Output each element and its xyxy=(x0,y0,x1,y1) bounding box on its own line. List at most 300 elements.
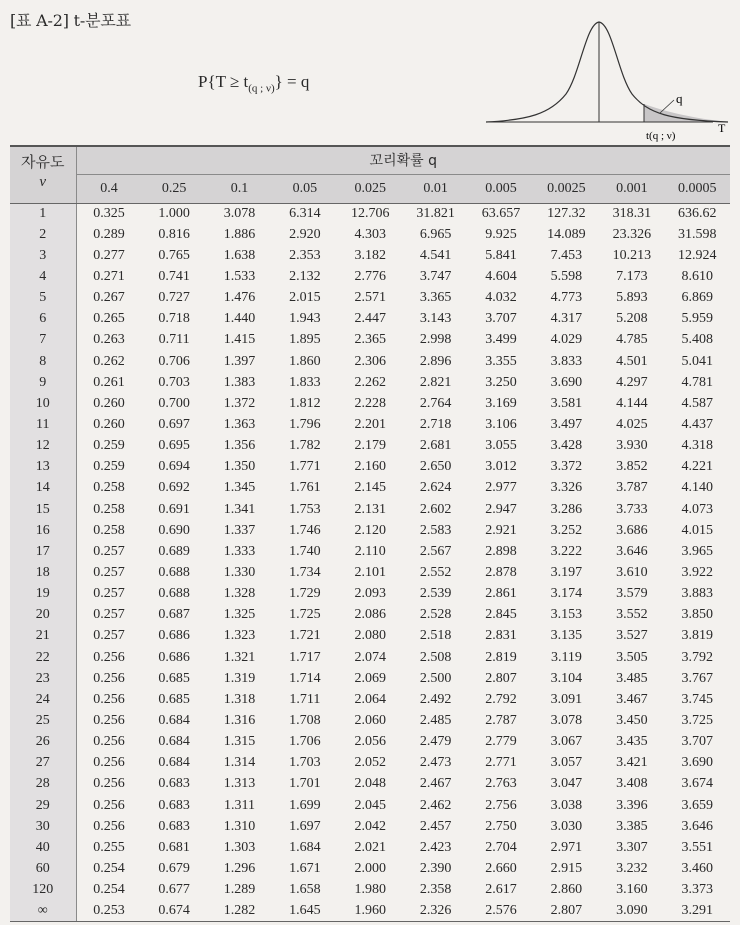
value-cell: 2.056 xyxy=(354,734,386,750)
value-cell: 3.646 xyxy=(681,818,714,834)
value-cell: 0.258 xyxy=(93,501,125,517)
dof-cell: 8 xyxy=(10,351,76,372)
table-row xyxy=(10,710,730,731)
dof-cell: 20 xyxy=(10,605,76,626)
table-row xyxy=(10,562,730,583)
table-row xyxy=(10,330,730,351)
value-cell: 2.110 xyxy=(354,543,386,559)
value-cell: 3.965 xyxy=(681,543,714,559)
value-cell: 2.821 xyxy=(419,374,452,390)
value-cell: 1.533 xyxy=(223,268,256,284)
value-cell: 7.173 xyxy=(616,268,648,284)
value-cell: 5.959 xyxy=(681,311,714,327)
dof-cell: 60 xyxy=(10,858,76,879)
value-cell: 0.253 xyxy=(76,901,141,922)
value-cell: 2.201 xyxy=(354,416,386,432)
value-cell: 4.785 xyxy=(616,332,648,348)
dof-cell: 13 xyxy=(10,457,76,478)
value-cell: 0.256 xyxy=(93,712,125,728)
value-cell: 1.323 xyxy=(223,628,256,644)
value-cell: 2.473 xyxy=(419,755,452,771)
value-cell: 3.250 xyxy=(485,374,517,390)
dof-cell: 23 xyxy=(10,668,76,689)
value-cell: 3.153 xyxy=(550,607,583,623)
value-cell: 2.819 xyxy=(485,649,517,665)
dof-cell: 24 xyxy=(10,689,76,710)
value-cell: 1.734 xyxy=(289,564,321,580)
value-cell: 0.271 xyxy=(93,268,125,284)
value-cell: 1.638 xyxy=(223,247,256,263)
value-cell: 3.467 xyxy=(616,691,648,707)
value-cell: 0.254 xyxy=(93,882,125,898)
value-cell: 3.707 xyxy=(681,734,714,750)
value-cell: 2.807 xyxy=(534,901,599,922)
value-cell: 1.740 xyxy=(289,543,321,559)
value-cell: 2.528 xyxy=(419,607,452,623)
value-cell: 1.296 xyxy=(223,860,256,876)
value-cell: 2.787 xyxy=(485,712,517,728)
value-cell: 0.277 xyxy=(93,247,125,263)
value-cell: 1.313 xyxy=(223,776,256,792)
value-cell: 3.078 xyxy=(223,205,256,221)
value-cell: 0.684 xyxy=(158,734,190,750)
value-cell: 3.169 xyxy=(485,395,517,411)
value-cell: 10.213 xyxy=(612,247,652,263)
value-cell: 1.708 xyxy=(289,712,321,728)
value-cell: 3.372 xyxy=(550,459,583,475)
dof-cell: 7 xyxy=(10,330,76,351)
value-cell: 4.501 xyxy=(616,353,648,369)
value-cell: 0.257 xyxy=(93,628,125,644)
value-cell: 3.787 xyxy=(616,480,648,496)
value-cell: 3.686 xyxy=(616,522,648,538)
value-cell: 0.256 xyxy=(93,755,125,771)
value-cell: 0.259 xyxy=(93,438,125,454)
value-cell: 5.841 xyxy=(485,247,517,263)
dof-cell: 30 xyxy=(10,816,76,837)
dof-cell: 4 xyxy=(10,266,76,287)
value-cell: 2.045 xyxy=(354,797,386,813)
value-cell: 636.62 xyxy=(678,205,717,221)
dof-cell: 10 xyxy=(10,393,76,414)
dof-cell: 19 xyxy=(10,584,76,605)
table-row xyxy=(10,541,730,562)
table-row xyxy=(10,901,730,922)
value-cell: 2.861 xyxy=(485,586,517,602)
value-cell: 7.453 xyxy=(550,247,583,263)
value-cell: 3.499 xyxy=(485,332,517,348)
table-row xyxy=(10,457,730,478)
value-cell: 1.699 xyxy=(289,797,321,813)
column-header: 0.001 xyxy=(599,174,664,203)
value-cell: 2.583 xyxy=(419,522,452,538)
value-cell: 2.539 xyxy=(419,586,452,602)
value-cell: 2.132 xyxy=(289,268,321,284)
value-cell: 0.262 xyxy=(93,353,125,369)
value-cell: 0.257 xyxy=(93,607,125,623)
value-cell: 1.310 xyxy=(223,818,256,834)
value-cell: 2.860 xyxy=(550,882,583,898)
value-cell: 14.089 xyxy=(547,226,586,242)
value-cell: 1.440 xyxy=(223,311,256,327)
value-cell: 0.259 xyxy=(93,459,125,475)
value-cell: 3.396 xyxy=(616,797,648,813)
value-cell: 0.256 xyxy=(93,734,125,750)
value-cell: 3.408 xyxy=(616,776,648,792)
formula-suffix: } = q xyxy=(274,72,310,91)
value-cell: 1.684 xyxy=(289,839,321,855)
value-cell: 3.767 xyxy=(681,670,714,686)
value-cell: 0.681 xyxy=(158,839,190,855)
value-cell: 2.423 xyxy=(419,839,452,855)
value-cell: 2.998 xyxy=(419,332,452,348)
value-cell: 12.706 xyxy=(351,205,390,221)
value-cell: 3.745 xyxy=(681,691,714,707)
value-cell: 5.041 xyxy=(681,353,714,369)
value-cell: 0.694 xyxy=(158,459,190,475)
value-cell: 2.898 xyxy=(485,543,517,559)
value-cell: 1.318 xyxy=(223,691,256,707)
value-cell: 3.551 xyxy=(681,839,714,855)
value-cell: 3.355 xyxy=(485,353,517,369)
value-cell: 1.706 xyxy=(289,734,321,750)
value-cell: 0.703 xyxy=(158,374,190,390)
value-cell: 3.055 xyxy=(485,438,517,454)
dof-cell: 11 xyxy=(10,414,76,435)
value-cell: 3.067 xyxy=(550,734,583,750)
value-cell: 1.771 xyxy=(289,459,321,475)
value-cell: 0.258 xyxy=(93,480,125,496)
value-cell: 3.579 xyxy=(616,586,648,602)
value-cell: 1.397 xyxy=(223,353,256,369)
value-cell: 0.256 xyxy=(93,691,125,707)
value-cell: 2.571 xyxy=(354,290,386,306)
value-cell: 4.073 xyxy=(681,501,714,517)
value-cell: 0.700 xyxy=(158,395,190,411)
value-cell: 1.345 xyxy=(223,480,256,496)
value-cell: 2.947 xyxy=(485,501,517,517)
table-row xyxy=(10,224,730,245)
value-cell: 5.893 xyxy=(616,290,648,306)
dof-cell: 27 xyxy=(10,753,76,774)
value-cell: 3.222 xyxy=(550,543,583,559)
value-cell: 0.684 xyxy=(158,755,190,771)
density-curve xyxy=(486,22,728,122)
value-cell: 0.258 xyxy=(93,522,125,538)
value-cell: 0.692 xyxy=(158,480,190,496)
value-cell: 2.306 xyxy=(354,353,386,369)
value-cell: 1.341 xyxy=(223,501,256,517)
value-cell: 31.821 xyxy=(416,205,455,221)
value-cell: 2.042 xyxy=(354,818,386,834)
value-cell: 2.074 xyxy=(354,649,386,665)
value-cell: 1.746 xyxy=(289,522,321,538)
value-cell: 1.886 xyxy=(223,226,256,242)
value-cell: 1.711 xyxy=(289,691,321,707)
table-row xyxy=(10,288,730,309)
value-cell: 0.697 xyxy=(158,416,190,432)
dof-cell: 3 xyxy=(10,245,76,266)
dof-cell: 120 xyxy=(10,880,76,901)
formula-subscript: (q ; ν) xyxy=(248,82,275,95)
value-cell: 2.457 xyxy=(419,818,452,834)
value-cell: 3.610 xyxy=(616,564,648,580)
dof-cell: 29 xyxy=(10,795,76,816)
column-header: 0.05 xyxy=(272,174,337,203)
value-cell: 0.684 xyxy=(158,712,190,728)
value-cell: 2.048 xyxy=(354,776,386,792)
value-cell: 2.681 xyxy=(419,438,452,454)
value-cell: 3.747 xyxy=(419,268,452,284)
table-row xyxy=(10,647,730,668)
value-cell: 3.707 xyxy=(485,311,517,327)
value-cell: 1.328 xyxy=(223,586,256,602)
value-cell: 0.263 xyxy=(93,332,125,348)
dof-cell: 18 xyxy=(10,562,76,583)
formula-prefix: P{T ≥ t xyxy=(198,72,249,91)
value-cell: 4.318 xyxy=(681,438,714,454)
value-cell: 2.500 xyxy=(419,670,452,686)
value-cell: 0.325 xyxy=(93,205,125,221)
value-cell: 1.321 xyxy=(223,649,256,665)
value-cell: 4.781 xyxy=(681,374,714,390)
value-cell: 3.104 xyxy=(550,670,583,686)
value-cell: 3.674 xyxy=(681,776,714,792)
value-cell: 3.307 xyxy=(616,839,648,855)
value-cell: 1.833 xyxy=(289,374,321,390)
value-cell: 0.257 xyxy=(93,586,125,602)
value-cell: 4.029 xyxy=(550,332,583,348)
value-cell: 3.174 xyxy=(550,586,583,602)
value-cell: 1.703 xyxy=(289,755,321,771)
value-cell: 3.581 xyxy=(550,395,583,411)
value-cell: 4.773 xyxy=(550,290,583,306)
value-cell: 4.541 xyxy=(419,247,452,263)
value-cell: 0.685 xyxy=(158,670,190,686)
value-cell: 2.064 xyxy=(354,691,386,707)
value-cell: 2.617 xyxy=(485,882,517,898)
value-cell: 2.650 xyxy=(419,459,452,475)
value-cell: 2.326 xyxy=(403,901,468,922)
column-header: 0.25 xyxy=(141,174,206,203)
value-cell: 1.333 xyxy=(223,543,256,559)
value-cell: 2.518 xyxy=(419,628,452,644)
value-cell: 2.262 xyxy=(354,374,386,390)
value-cell: 0.816 xyxy=(158,226,190,242)
value-cell: 3.646 xyxy=(616,543,648,559)
value-cell: 3.690 xyxy=(681,755,714,771)
dof-cell: 6 xyxy=(10,309,76,330)
value-cell: 2.567 xyxy=(419,543,452,559)
value-cell: 1.363 xyxy=(223,416,256,432)
axis-label: T xyxy=(718,121,726,135)
dof-cell: 40 xyxy=(10,837,76,858)
value-cell: 2.160 xyxy=(354,459,386,475)
table-row xyxy=(10,520,730,541)
value-cell: 0.256 xyxy=(93,670,125,686)
value-cell: 1.356 xyxy=(223,438,256,454)
value-cell: 0.741 xyxy=(158,268,190,284)
value-cell: 1.717 xyxy=(289,649,321,665)
value-cell: 2.896 xyxy=(419,353,452,369)
value-cell: 5.598 xyxy=(550,268,583,284)
value-cell: 0.683 xyxy=(158,797,190,813)
value-cell: 3.091 xyxy=(550,691,583,707)
value-cell: 3.182 xyxy=(354,247,386,263)
value-cell: 9.925 xyxy=(485,226,517,242)
value-cell: 2.718 xyxy=(419,416,452,432)
value-cell: 4.303 xyxy=(354,226,386,242)
value-cell: 0.691 xyxy=(158,501,190,517)
t-distribution-figure xyxy=(478,4,740,144)
value-cell: 3.078 xyxy=(550,712,583,728)
dof-cell: 14 xyxy=(10,478,76,499)
value-cell: 63.657 xyxy=(481,205,521,221)
value-cell: 2.060 xyxy=(354,712,386,728)
column-header: 0.025 xyxy=(338,174,403,203)
value-cell: 2.101 xyxy=(354,564,386,580)
table-row xyxy=(10,478,730,499)
value-cell: 3.850 xyxy=(681,607,714,623)
dof-cell: 17 xyxy=(10,541,76,562)
value-cell: 1.729 xyxy=(289,586,321,602)
value-cell: 3.792 xyxy=(681,649,714,665)
value-cell: 2.915 xyxy=(550,860,583,876)
table-row xyxy=(10,393,730,414)
tail-pointer xyxy=(660,100,674,113)
table-row xyxy=(10,245,730,266)
column-header: 0.01 xyxy=(403,174,468,203)
value-cell: 23.326 xyxy=(612,226,652,242)
dof-cell: 28 xyxy=(10,774,76,795)
table-row xyxy=(10,668,730,689)
table-row xyxy=(10,626,730,647)
value-cell: 0.289 xyxy=(93,226,125,242)
value-cell: 3.505 xyxy=(616,649,648,665)
value-cell: 2.624 xyxy=(419,480,452,496)
value-cell: 0.686 xyxy=(158,628,190,644)
value-cell: 2.080 xyxy=(354,628,386,644)
value-cell: 4.032 xyxy=(485,290,517,306)
value-cell: 3.552 xyxy=(616,607,648,623)
value-cell: 0.687 xyxy=(158,607,190,623)
value-cell: 0.689 xyxy=(158,543,190,559)
dof-cell: 25 xyxy=(10,710,76,731)
value-cell: 1.325 xyxy=(223,607,256,623)
value-cell: 0.683 xyxy=(158,818,190,834)
value-cell: 6.965 xyxy=(419,226,452,242)
table-row xyxy=(10,816,730,837)
value-cell: 0.683 xyxy=(158,776,190,792)
value-cell: 0.256 xyxy=(93,818,125,834)
value-cell: 3.922 xyxy=(681,564,714,580)
dof-cell: 5 xyxy=(10,288,76,309)
value-cell: 3.119 xyxy=(550,649,582,665)
dof-cell: 9 xyxy=(10,372,76,393)
value-cell: 1.000 xyxy=(158,205,190,221)
value-cell: 3.106 xyxy=(485,416,517,432)
t-table xyxy=(10,145,730,922)
value-cell: 2.353 xyxy=(289,247,321,263)
value-cell: 2.447 xyxy=(354,311,386,327)
value-cell: 2.000 xyxy=(354,860,386,876)
value-cell: 5.208 xyxy=(616,311,648,327)
table-row xyxy=(10,266,730,287)
value-cell: 3.291 xyxy=(665,901,731,922)
table-row xyxy=(10,732,730,753)
value-cell: 0.690 xyxy=(158,522,190,538)
column-header: 0.1 xyxy=(207,174,272,203)
table-row xyxy=(10,584,730,605)
column-header: 0.4 xyxy=(76,174,141,203)
dof-cell: 15 xyxy=(10,499,76,520)
value-cell: 3.833 xyxy=(550,353,583,369)
value-cell: 2.228 xyxy=(354,395,386,411)
table-row xyxy=(10,795,730,816)
table-row xyxy=(10,837,730,858)
table-row xyxy=(10,499,730,520)
column-header: 0.0025 xyxy=(534,174,599,203)
value-cell: 3.030 xyxy=(550,818,583,834)
value-cell: 3.527 xyxy=(616,628,648,644)
value-cell: 2.021 xyxy=(354,839,386,855)
value-cell: 2.602 xyxy=(419,501,452,517)
value-cell: 2.131 xyxy=(354,501,386,517)
value-cell: 1.697 xyxy=(289,818,321,834)
value-cell: 3.135 xyxy=(550,628,583,644)
value-cell: 1.311 xyxy=(223,797,255,813)
value-cell: 31.598 xyxy=(678,226,717,242)
value-cell: 1.289 xyxy=(223,882,256,898)
value-cell: 0.711 xyxy=(158,332,190,348)
value-cell: 1.658 xyxy=(289,882,321,898)
value-cell: 1.314 xyxy=(223,755,256,771)
value-cell: 2.779 xyxy=(485,734,517,750)
value-cell: 2.971 xyxy=(550,839,583,855)
value-cell: 2.878 xyxy=(485,564,517,580)
value-cell: 1.337 xyxy=(223,522,256,538)
tail-label: q xyxy=(676,91,683,106)
value-cell: 3.485 xyxy=(616,670,648,686)
value-cell: 2.052 xyxy=(354,755,386,771)
table-row xyxy=(10,309,730,330)
value-cell: 2.093 xyxy=(354,586,386,602)
value-cell: 4.297 xyxy=(616,374,648,390)
value-cell: 1.960 xyxy=(338,901,403,922)
value-cell: 3.197 xyxy=(550,564,583,580)
value-cell: 0.686 xyxy=(158,649,190,665)
value-cell: 4.604 xyxy=(485,268,517,284)
table-row xyxy=(10,858,730,879)
page-title: [표 A-2] t-분포표 xyxy=(10,11,131,30)
value-cell: 12.924 xyxy=(678,247,717,263)
value-cell: 0.685 xyxy=(158,691,190,707)
value-cell: 1.753 xyxy=(289,501,321,517)
value-cell: 2.120 xyxy=(354,522,386,538)
value-cell: 0.260 xyxy=(93,395,125,411)
value-cell: 1.671 xyxy=(289,860,321,876)
value-cell: 2.764 xyxy=(419,395,452,411)
value-cell: 3.883 xyxy=(681,586,714,602)
value-cell: 2.750 xyxy=(485,818,517,834)
value-cell: 2.831 xyxy=(485,628,517,644)
value-cell: 0.695 xyxy=(158,438,190,454)
dof-symbol: ν xyxy=(10,174,76,203)
value-cell: 2.792 xyxy=(485,691,517,707)
value-cell: 2.179 xyxy=(354,438,386,454)
value-cell: 2.771 xyxy=(485,755,517,771)
value-cell: 0.679 xyxy=(158,860,190,876)
